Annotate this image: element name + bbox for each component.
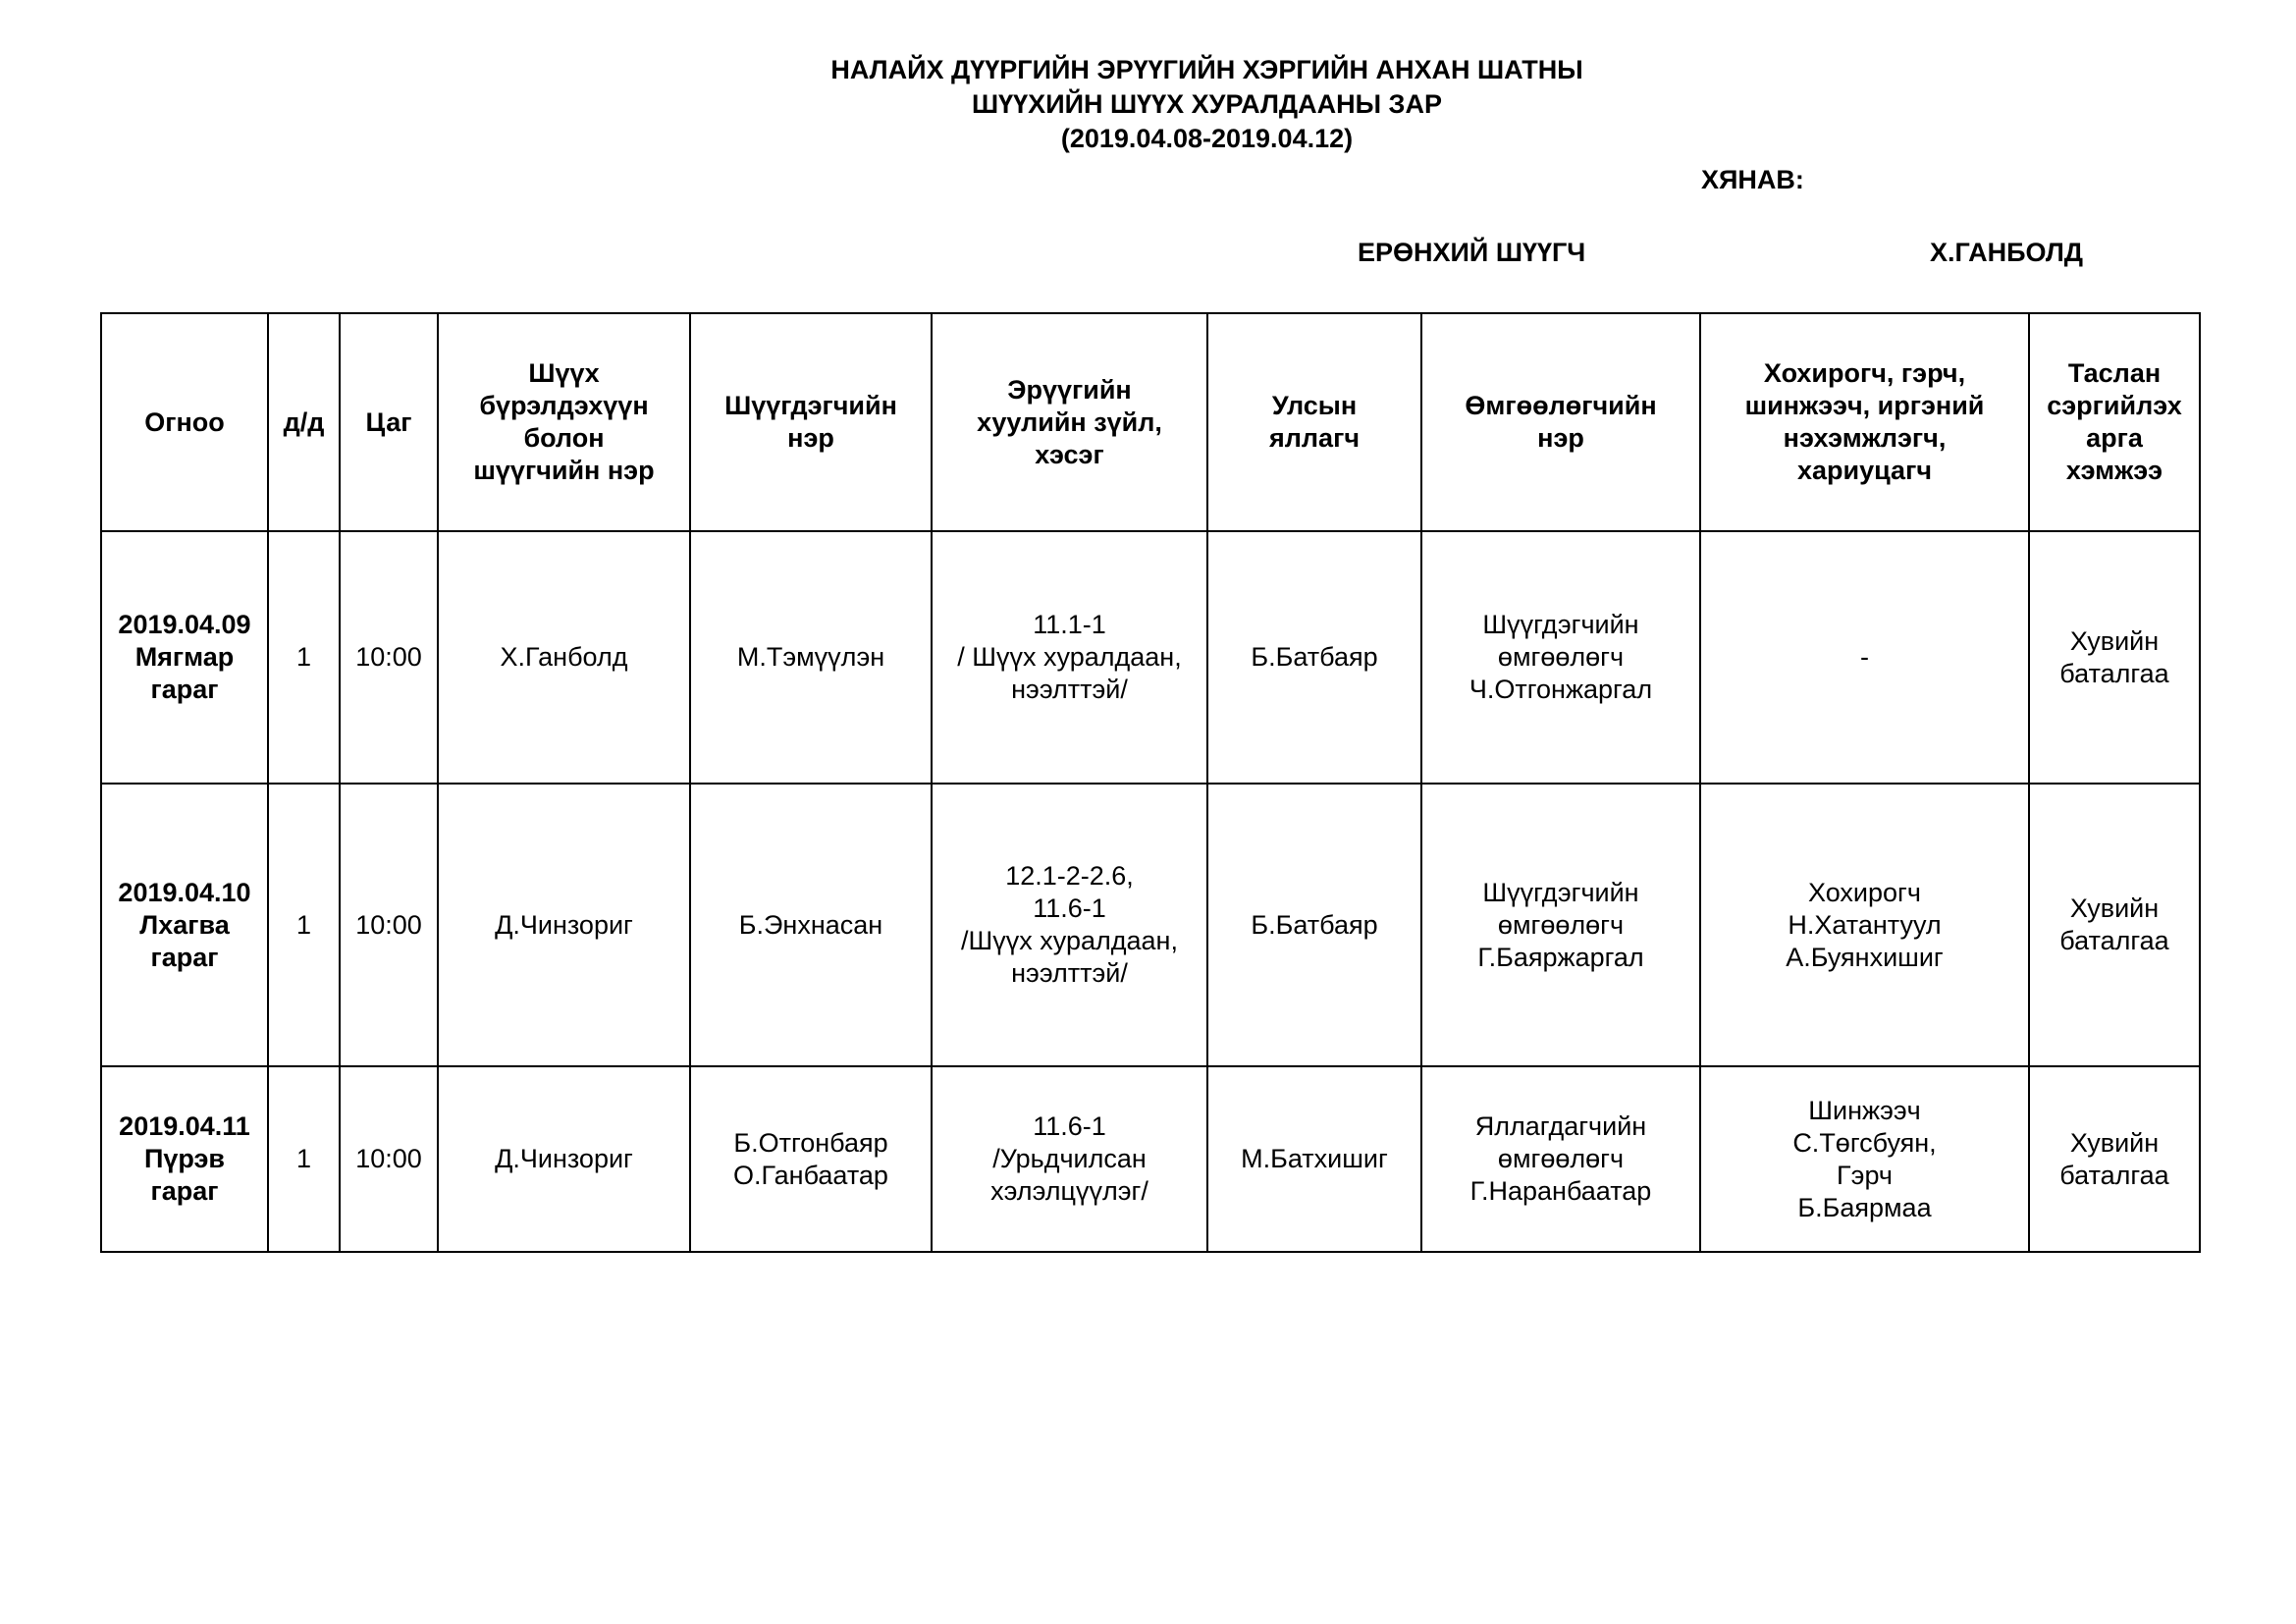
cell-prosecutor: Б.Батбаяр bbox=[1207, 531, 1421, 784]
cell-no: 1 bbox=[268, 1066, 340, 1252]
col-header-prosecutor: Улсын яллагч bbox=[1207, 313, 1421, 531]
cell-defendant: Б.Энхнасан bbox=[690, 784, 932, 1066]
cell-article: 11.6-1 /Урьдчилсан хэлэлцүүлэг/ bbox=[932, 1066, 1207, 1252]
cell-judge: Х.Ганболд bbox=[438, 531, 690, 784]
title-line-2: ШҮҮХИЙН ШҮҮХ ХУРАЛДААНЫ ЗАР bbox=[972, 89, 1442, 119]
cell-prosecutor: М.Батхишиг bbox=[1207, 1066, 1421, 1252]
cell-lawyer: Шүүгдэгчийн өмгөөлөгч Ч.Отгонжаргал bbox=[1421, 531, 1700, 784]
cell-defendant: М.Тэмүүлэн bbox=[690, 531, 932, 784]
col-header-defendant: Шүүгдэгчийн нэр bbox=[690, 313, 932, 531]
table-row bbox=[101, 1066, 2200, 1252]
cell-date: 2019.04.10 Лхагва гараг bbox=[101, 784, 268, 1066]
cell-article: 12.1-2-2.6, 11.6-1 /Шүүх хуралдаан, нээлттэй/ bbox=[932, 784, 1207, 1066]
cell-parties: Шинжээч С.Төгсбуян, Гэрч Б.Баярмаа bbox=[1700, 1066, 2029, 1252]
cell-prosecutor: Б.Батбаяр bbox=[1207, 784, 1421, 1066]
cell-article: 11.1-1 / Шүүх хуралдаан, нээлттэй/ bbox=[932, 531, 1207, 784]
title-period: (2019.04.08-2019.04.12) bbox=[1060, 124, 1354, 153]
col-header-parties: Хохирогч, гэрч, шинжээч, иргэний нэхэмжлэгч, хариуцагч bbox=[1700, 313, 2029, 531]
header-row bbox=[101, 313, 2200, 531]
col-header-no: д/д bbox=[268, 313, 340, 531]
approved-label: ХЯНАВ: bbox=[1701, 165, 1804, 194]
cell-judge: Д.Чинзориг bbox=[438, 1066, 690, 1252]
cell-lawyer: Шүүгдэгчийн өмгөөлөгч Г.Баяржаргал bbox=[1421, 784, 1700, 1066]
cell-time: 10:00 bbox=[340, 531, 438, 784]
col-header-judge: Шүүх бүрэлдэхүүн болон шүүгчийн нэр bbox=[438, 313, 690, 531]
cell-date: 2019.04.09 Мягмар гараг bbox=[101, 531, 268, 784]
cell-lawyer: Яллагдагчийн өмгөөлөгч Г.Наранбаатар bbox=[1421, 1066, 1700, 1252]
col-header-date: Огноо bbox=[101, 313, 268, 531]
table-row bbox=[101, 784, 2200, 1066]
cell-parties: - bbox=[1700, 531, 2029, 784]
col-header-lawyer: Өмгөөлөгчийн нэр bbox=[1421, 313, 1700, 531]
col-header-measure: Таслан сэргийлэх арга хэмжээ bbox=[2029, 313, 2200, 531]
cell-judge: Д.Чинзориг bbox=[438, 784, 690, 1066]
chief-judge-label: ЕРӨНХИЙ ШҮҮГЧ bbox=[1358, 238, 1586, 267]
document-title bbox=[0, 53, 2296, 156]
col-header-time: Цаг bbox=[340, 313, 438, 531]
cell-time: 10:00 bbox=[340, 784, 438, 1066]
chief-judge-name: Х.ГАНБОЛД bbox=[1930, 238, 2084, 267]
cell-no: 1 bbox=[268, 784, 340, 1066]
cell-parties: Хохирогч Н.Хатантуул А.Буянхишиг bbox=[1700, 784, 2029, 1066]
hearing-schedule-table bbox=[100, 312, 2201, 1253]
cell-defendant: Б.Отгонбаяр О.Ганбаатар bbox=[690, 1066, 932, 1252]
cell-measure: Хувийн баталгаа bbox=[2029, 784, 2200, 1066]
col-header-article: Эрүүгийн хуулийн зүйл, хэсэг bbox=[932, 313, 1207, 531]
cell-no: 1 bbox=[268, 531, 340, 784]
cell-measure: Хувийн баталгаа bbox=[2029, 531, 2200, 784]
title-line-1: НАЛАЙХ ДҮҮРГИЙН ЭРҮҮГИЙН ХЭРГИЙН АНХАН ШАТНЫ bbox=[830, 55, 1583, 84]
cell-time: 10:00 bbox=[340, 1066, 438, 1252]
table-row bbox=[101, 531, 2200, 784]
cell-date: 2019.04.11 Пүрэв гараг bbox=[101, 1066, 268, 1252]
cell-measure: Хувийн баталгаа bbox=[2029, 1066, 2200, 1252]
